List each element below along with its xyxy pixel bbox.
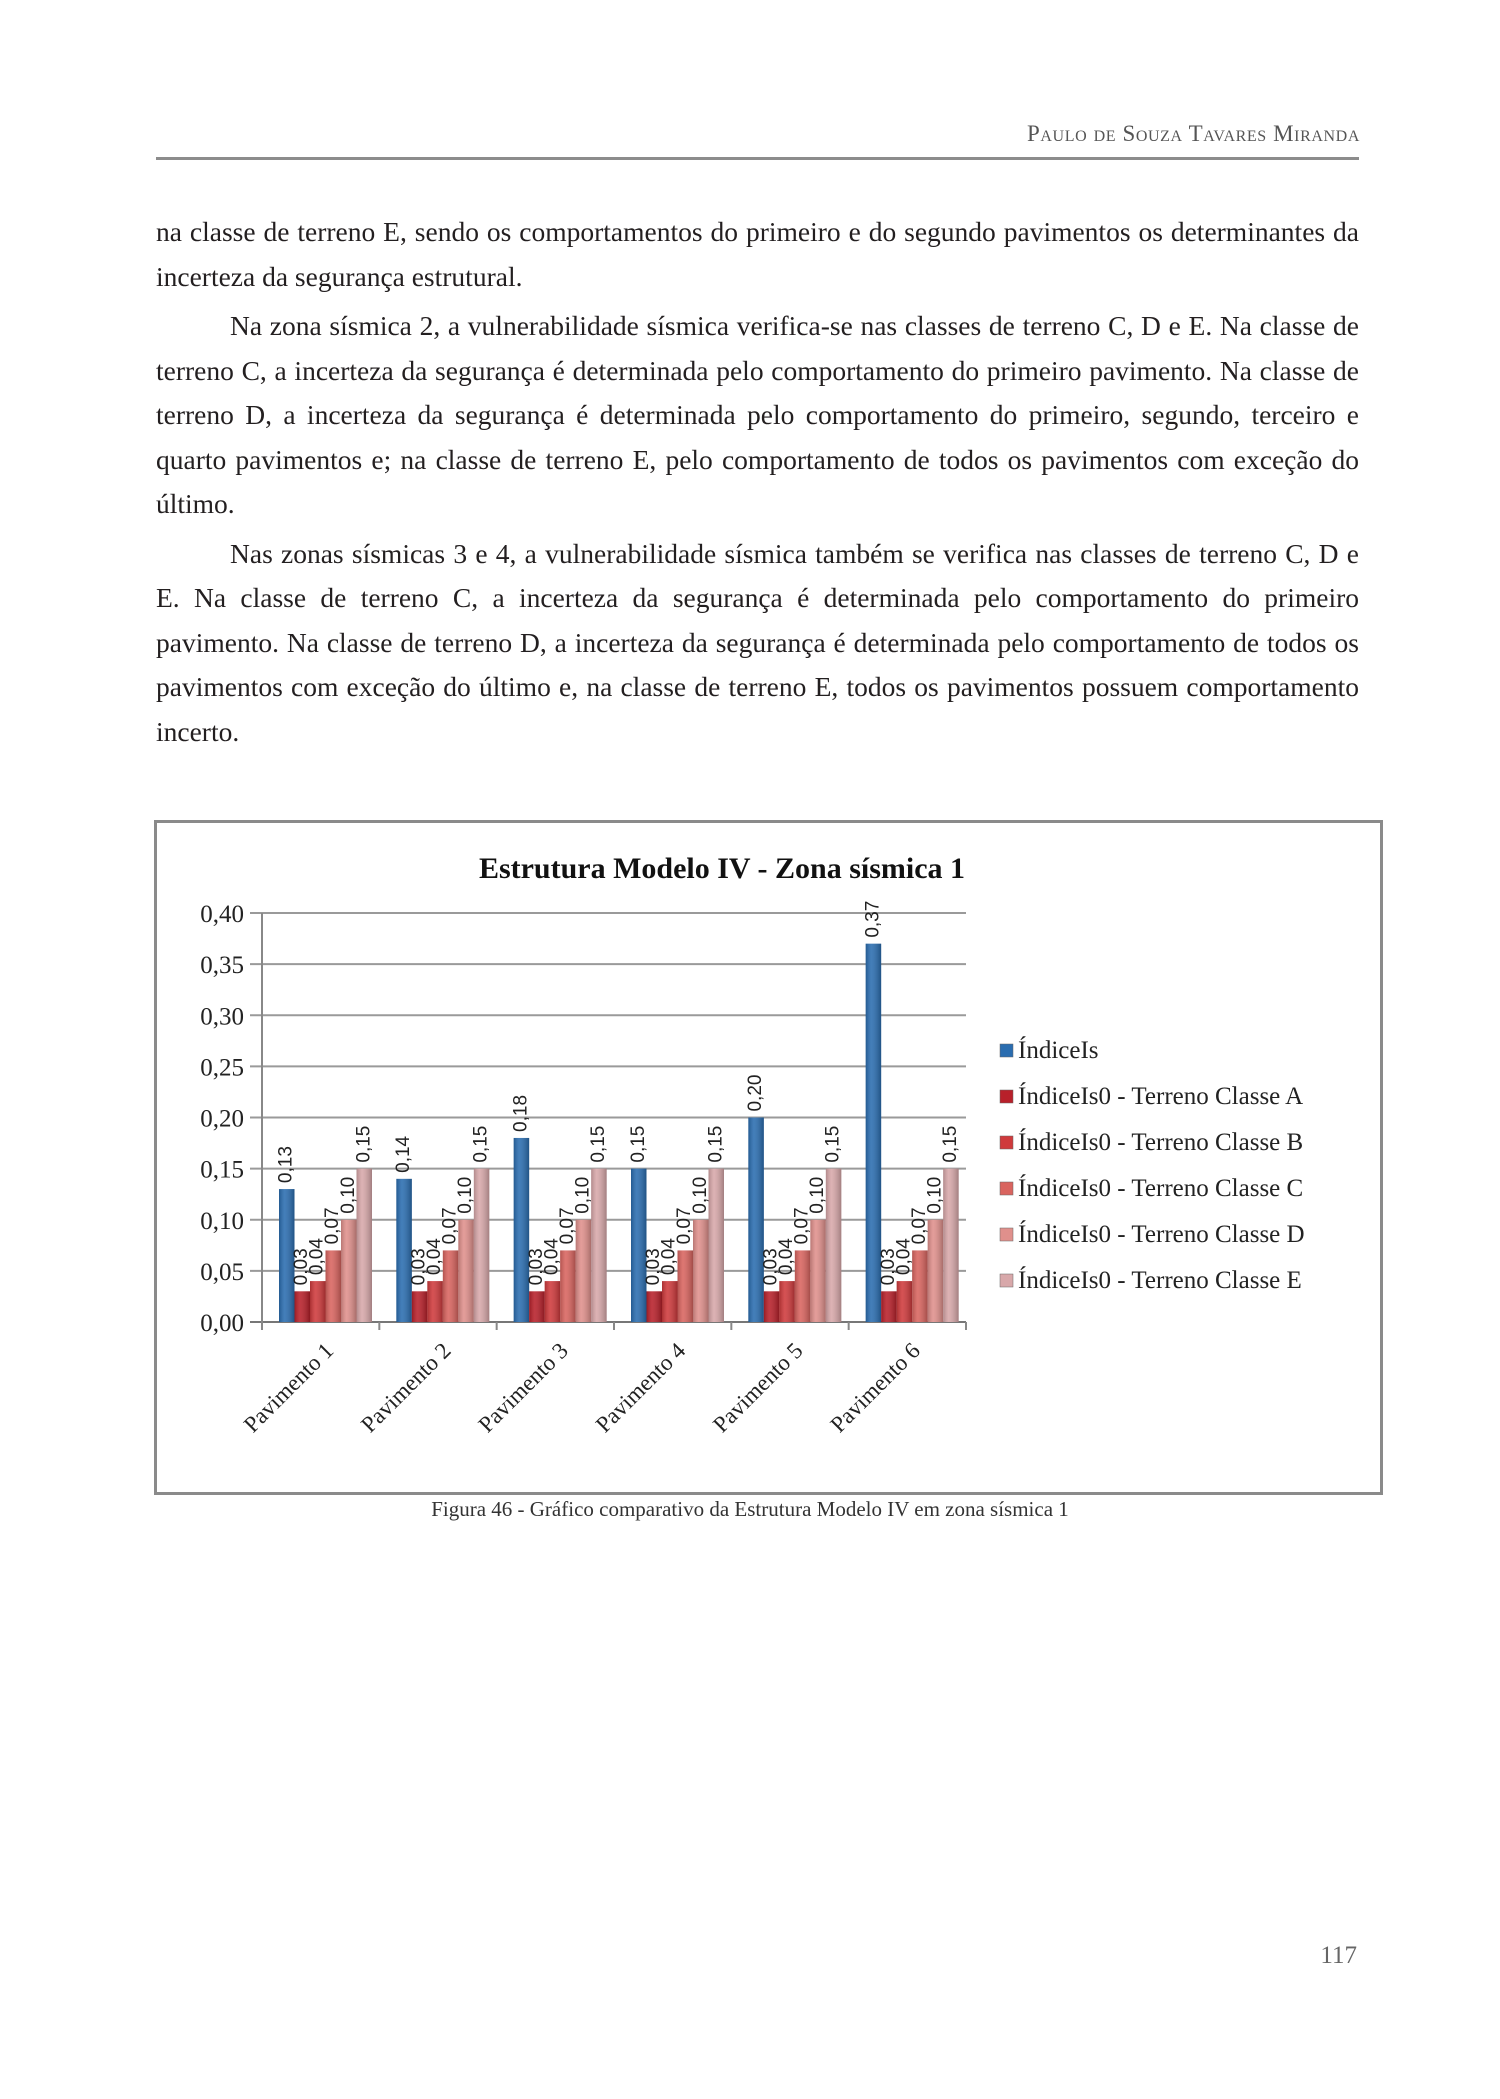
running-head: Paulo de Souza Tavares Miranda — [1027, 121, 1360, 146]
data-label: 0,03 — [760, 1248, 782, 1286]
data-label: 0,15 — [587, 1125, 609, 1163]
data-label: 0,13 — [275, 1146, 297, 1184]
legend-swatch — [1000, 1090, 1013, 1103]
bar-shading — [709, 1169, 725, 1322]
legend-label: ÍndiceIs0 - Terreno Classe E — [1018, 1267, 1302, 1294]
bar-shading — [897, 1281, 913, 1322]
data-label: 0,10 — [572, 1176, 594, 1214]
bar-labels — [276, 901, 961, 1286]
bar-shading — [631, 1169, 647, 1322]
bar-chart — [157, 823, 1380, 1492]
data-label: 0,15 — [353, 1125, 375, 1163]
data-label: 0,04 — [893, 1238, 915, 1276]
bar-shading — [357, 1169, 373, 1322]
bar-shading — [310, 1281, 326, 1322]
bar-shading — [560, 1250, 576, 1322]
bar-shading — [576, 1220, 592, 1322]
bar-shading — [295, 1291, 311, 1322]
data-label: 0,15 — [939, 1125, 961, 1163]
y-tick-label: 0,05 — [200, 1258, 244, 1286]
data-label: 0,18 — [510, 1094, 532, 1132]
legend-label: ÍndiceIs0 - Terreno Classe A — [1018, 1083, 1304, 1110]
data-label: 0,03 — [525, 1248, 547, 1286]
bar-shading — [928, 1220, 944, 1322]
y-tick-label: 0,25 — [200, 1054, 244, 1082]
figure-chart — [154, 820, 1383, 1495]
bar-shading — [474, 1169, 490, 1322]
bar-shading — [748, 1118, 764, 1323]
data-label: 0,15 — [627, 1125, 649, 1163]
figure-caption: Figura 46 - Gráfico comparativo da Estrutura Modelo IV em zona sísmica 1 — [431, 1497, 1069, 1521]
data-label: 0,07 — [791, 1207, 813, 1245]
x-tick-label: Pavimento 2 — [356, 1337, 456, 1438]
data-label: 0,10 — [689, 1176, 711, 1214]
header-divider — [156, 157, 1359, 160]
legend-label: ÍndiceIs0 - Terreno Classe C — [1018, 1175, 1304, 1202]
data-label: 0,10 — [337, 1176, 359, 1214]
y-tick-label: 0,10 — [200, 1207, 244, 1235]
paragraph-2: Na zona sísmica 2, a vulnerabilidade sísmica verifica-se nas classes de terreno C, D e E. Na classe de terreno C, a incerteza da segurança é determinada pelo comportamento do primeiro pavimento. Na classe de terreno D, a incerteza da segurança é determinada pelo comportamento do primeiro, segundo, terceiro e quarto pavimentos e; na classe de terreno E, pelo comportamento de todos os pavimentos com exceção do último. — [156, 310, 1359, 519]
data-label: 0,07 — [674, 1207, 696, 1245]
bar-shading — [779, 1281, 795, 1322]
bar-shading — [326, 1250, 342, 1322]
bar-shading — [591, 1169, 607, 1322]
data-label: 0,15 — [822, 1125, 844, 1163]
bar-shading — [662, 1281, 678, 1322]
x-tick-label: Pavimento 4 — [590, 1337, 691, 1438]
data-label: 0,03 — [291, 1248, 313, 1286]
bar-shading — [764, 1291, 780, 1322]
bar-shading — [412, 1291, 428, 1322]
data-label: 0,03 — [408, 1248, 430, 1286]
data-label: 0,03 — [877, 1248, 899, 1286]
page-number: 117 — [1320, 1942, 1357, 1969]
bar-shading — [529, 1291, 545, 1322]
data-label: 0,07 — [908, 1207, 930, 1245]
bar-shading — [810, 1220, 826, 1322]
bar-shading — [514, 1138, 530, 1322]
data-label: 0,10 — [807, 1176, 829, 1214]
bar-shading — [943, 1169, 959, 1322]
y-tick-label: 0,20 — [200, 1105, 244, 1133]
bar-shading — [881, 1291, 897, 1322]
bar-shading — [341, 1220, 357, 1322]
x-tick-label: Pavimento 6 — [825, 1337, 925, 1438]
bar-shading — [647, 1291, 663, 1322]
data-label: 0,07 — [322, 1207, 344, 1245]
bar-shading — [443, 1250, 459, 1322]
bar-shading — [427, 1281, 443, 1322]
x-tick-label: Pavimento 5 — [708, 1337, 808, 1438]
legend-swatch — [1000, 1274, 1013, 1287]
bar-shading — [545, 1281, 561, 1322]
data-label: 0,20 — [745, 1074, 767, 1112]
data-label: 0,04 — [776, 1238, 798, 1276]
bar-shading — [912, 1250, 928, 1322]
data-label: 0,07 — [556, 1207, 578, 1245]
bar-shading — [678, 1250, 694, 1322]
bar-shading — [458, 1220, 474, 1322]
data-label: 0,04 — [541, 1238, 563, 1276]
legend-swatch — [1000, 1182, 1013, 1195]
bars — [279, 944, 959, 1322]
legend-label: ÍndiceIs0 - Terreno Classe D — [1018, 1221, 1305, 1248]
legend — [1000, 1036, 1305, 1294]
y-tick-label: 0,35 — [200, 952, 244, 980]
y-tick-label: 0,30 — [200, 1003, 244, 1031]
x-tick-label: Pavimento 1 — [238, 1337, 339, 1438]
legend-swatch — [1000, 1136, 1013, 1149]
legend-label: ÍndiceIs — [1018, 1037, 1099, 1064]
data-label: 0,04 — [306, 1238, 328, 1276]
bar-shading — [795, 1250, 811, 1322]
data-label: 0,37 — [862, 900, 884, 938]
legend-swatch — [1000, 1228, 1013, 1241]
paragraph-1: na classe de terreno E, sendo os comportamentos do primeiro e do segundo pavimentos os determinantes da incerteza da segurança estrutural. — [156, 216, 1359, 292]
bar-shading — [826, 1169, 842, 1322]
x-axis-labels — [239, 1338, 925, 1438]
bar-shading — [693, 1220, 709, 1322]
data-label: 0,15 — [705, 1125, 727, 1163]
y-axis-ticks — [200, 901, 244, 1337]
data-label: 0,04 — [658, 1238, 680, 1276]
data-label: 0,14 — [393, 1135, 415, 1173]
chart-title: Estrutura Modelo IV - Zona sísmica 1 — [478, 852, 966, 885]
legend-swatch — [1000, 1044, 1013, 1057]
paragraph-3: Nas zonas sísmicas 3 e 4, a vulnerabilidade sísmica também se verifica nas classes de terreno C, D e E. Na classe de terreno C, a incerteza da segurança é determinada pelo comportamento do primeiro pavimento. Na classe de terreno D, a incerteza da segurança é determinada pelo comportamento de todos os pavimentos com exceção do último e, na classe de terreno E, todos os pavimentos possuem comportamento incerto. — [156, 537, 1359, 747]
data-label: 0,03 — [643, 1248, 665, 1286]
data-label: 0,04 — [424, 1238, 446, 1276]
data-label: 0,10 — [455, 1176, 477, 1214]
y-tick-label: 0,40 — [200, 901, 244, 928]
x-tick-label: Pavimento 3 — [473, 1337, 573, 1438]
data-label: 0,10 — [924, 1176, 946, 1214]
data-label: 0,07 — [439, 1207, 461, 1245]
y-tick-label: 0,15 — [200, 1156, 244, 1184]
data-label: 0,15 — [470, 1125, 492, 1163]
legend-label: ÍndiceIs0 - Terreno Classe B — [1018, 1129, 1304, 1156]
y-tick-label: 0,00 — [200, 1310, 244, 1337]
body-text — [156, 210, 1359, 759]
